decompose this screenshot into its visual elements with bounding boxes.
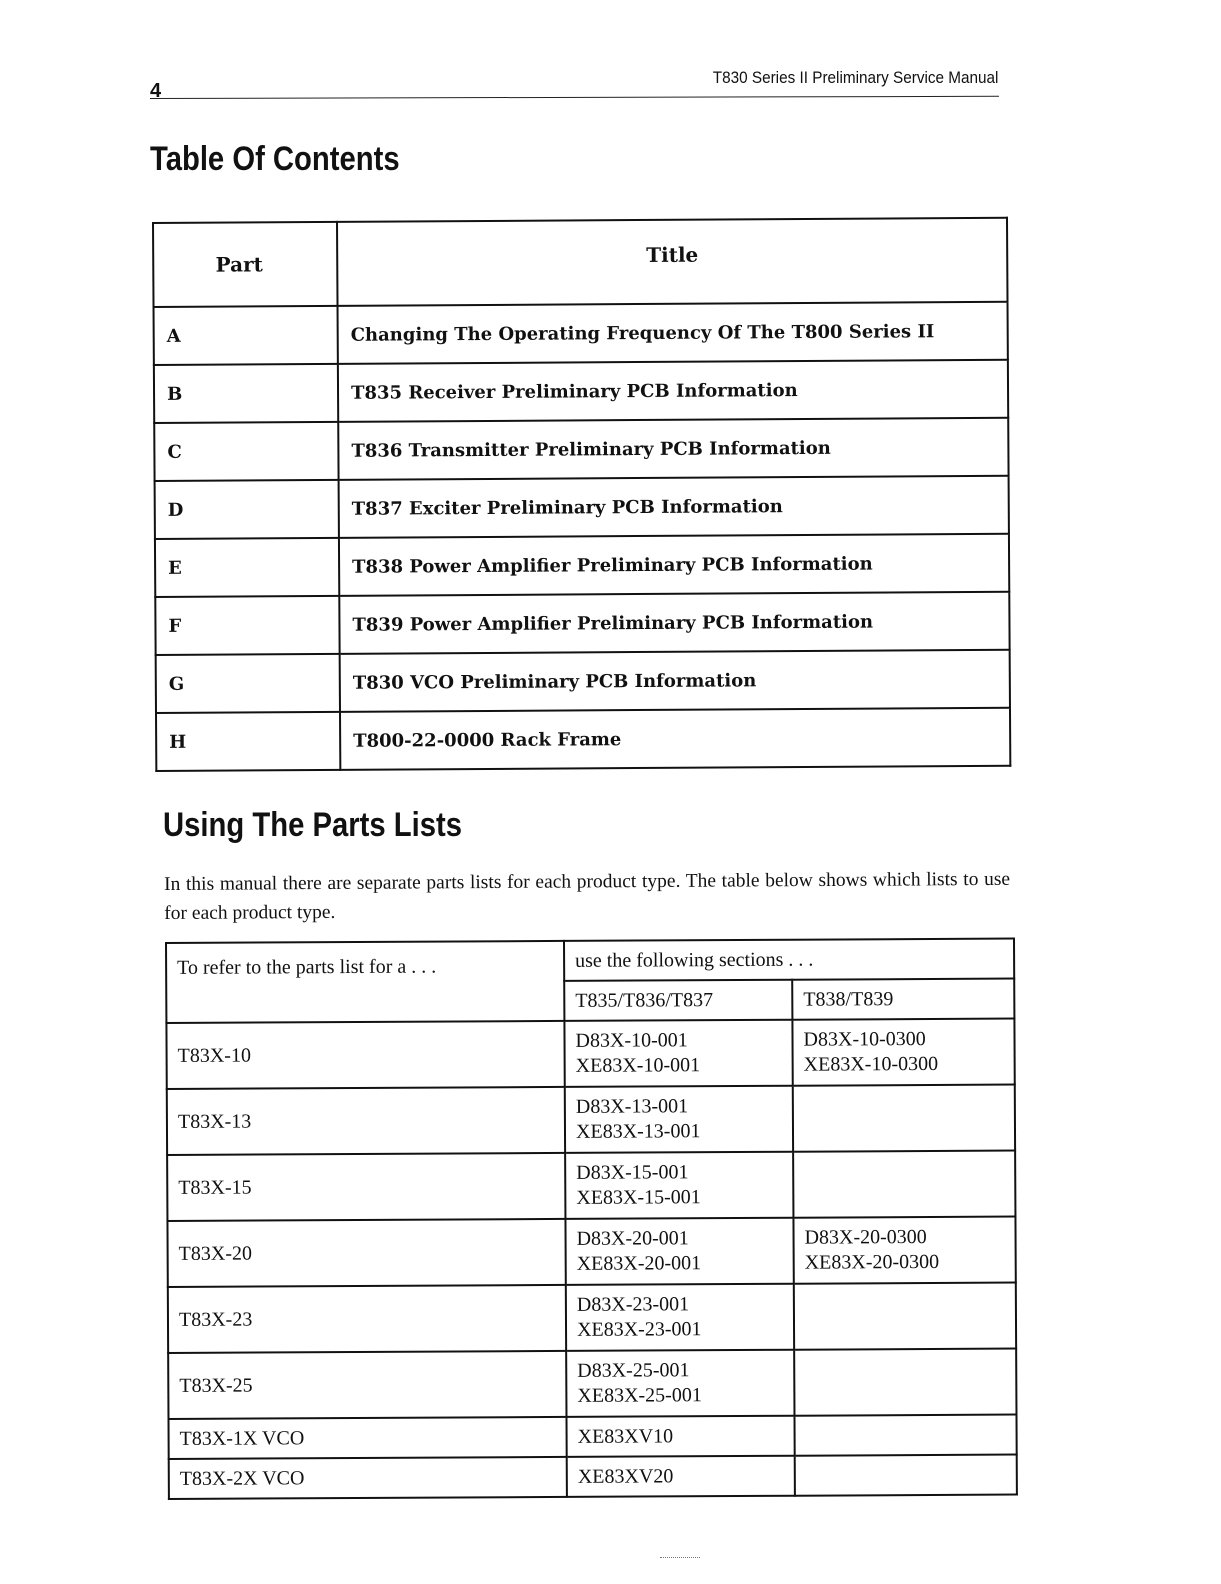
toc-row — [155, 592, 1009, 655]
table-row — [168, 1415, 1016, 1459]
section-b-cell — [794, 1283, 1016, 1350]
section-code — [804, 1184, 1004, 1185]
section-b-cell — [795, 1455, 1017, 1496]
section-a-cell — [566, 1350, 794, 1417]
section-code: D83X-15-001 — [576, 1161, 689, 1184]
section-code: XE83X-20-0300 — [804, 1250, 940, 1274]
section-a-cell — [565, 1086, 793, 1153]
section-a-cell — [565, 1152, 793, 1219]
toc-part: A — [154, 306, 338, 365]
product-type: T83X-13 — [167, 1087, 565, 1155]
toc-row — [156, 650, 1010, 713]
toc-title: T800-22-0000 Rack Frame — [340, 708, 1010, 770]
toc-part: G — [156, 654, 340, 713]
table-row — [167, 1151, 1015, 1221]
section-a-cell: XE83XV20 — [567, 1456, 795, 1497]
toc-row — [155, 534, 1009, 597]
product-type: T83X-25 — [168, 1351, 566, 1419]
section-code: D83X-10-001 — [575, 1029, 688, 1052]
parts-lists-heading: Using The Parts Lists — [163, 806, 462, 844]
toc-row — [154, 360, 1008, 423]
toc-part: F — [155, 596, 339, 655]
product-type: T83X-1X VCO — [168, 1417, 566, 1459]
toc-row — [154, 418, 1008, 481]
toc-row — [155, 476, 1009, 539]
section-code — [805, 1382, 1005, 1383]
running-header-title: T830 Series II Preliminary Service Manual — [712, 68, 998, 87]
toc-part: E — [155, 538, 339, 597]
section-b-cell — [793, 1151, 1015, 1218]
section-code: XE83X-10-0300 — [803, 1052, 939, 1076]
section-b-cell — [794, 1415, 1016, 1456]
toc-title: T839 Power Amplifier Preliminary PCB Information — [339, 592, 1009, 654]
section-b-cell — [794, 1349, 1016, 1416]
section-code: D83X-10-0300 — [803, 1028, 926, 1051]
section-code — [805, 1382, 1005, 1383]
col-refer-header: To refer to the parts list for a . . . — [166, 941, 564, 1023]
toc-title: T837 Exciter Preliminary PCB Information — [339, 476, 1009, 538]
section-a-cell — [564, 1020, 792, 1087]
section-code: XE83X-13-001 — [575, 1120, 701, 1143]
table-row — [167, 1085, 1015, 1155]
section-code — [804, 1118, 1004, 1119]
section-code: D83X-20-001 — [576, 1227, 689, 1250]
section-code: XE83X-20-001 — [576, 1252, 702, 1275]
toc-part: H — [156, 712, 340, 771]
toc-title: T830 VCO Preliminary PCB Information — [340, 650, 1010, 712]
parts-intro-paragraph: In this manual there are separate parts lists for each product type. The table below shows which lists to use for each product type. — [164, 868, 1011, 924]
toc-part: B — [154, 364, 338, 423]
section-code: D83X-23-001 — [576, 1293, 690, 1316]
product-type: T83X-2X VCO — [169, 1457, 567, 1499]
section-code — [804, 1184, 1004, 1185]
section-b-cell — [792, 1019, 1014, 1086]
toc-header-row — [153, 218, 1007, 307]
toc-col-title: Title — [337, 218, 1008, 306]
toc-col-part: Part — [153, 222, 338, 307]
scan-artifact-mark — [660, 1557, 700, 1560]
toc-row — [154, 302, 1008, 365]
toc-title: Changing The Operating Frequency Of The T800 Series II — [338, 302, 1008, 364]
parts-lists-table — [165, 938, 1018, 1500]
section-code: D83X-20-0300 — [804, 1226, 927, 1249]
table-row — [168, 1349, 1016, 1419]
table-row — [166, 1019, 1014, 1089]
toc-heading: Table Of Contents — [150, 140, 400, 178]
page-number: 4 — [150, 80, 162, 102]
section-code: D83X-25-001 — [577, 1359, 690, 1382]
section-code: XE83X-15-001 — [576, 1186, 701, 1209]
header-rule — [150, 96, 999, 99]
section-code: XE83X-10-001 — [575, 1054, 701, 1077]
section-a-cell — [566, 1284, 794, 1351]
product-type: T83X-20 — [167, 1219, 565, 1287]
section-b-cell — [793, 1217, 1015, 1284]
section-code — [805, 1316, 1005, 1317]
section-code — [804, 1118, 1004, 1119]
section-code — [805, 1316, 1005, 1317]
toc-row — [156, 708, 1010, 771]
table-row — [168, 1283, 1016, 1353]
subcol-t835-t836-t837: T835/T836/T837 — [564, 980, 792, 1021]
section-b-cell — [793, 1085, 1015, 1152]
section-code: XE83X-25-001 — [577, 1384, 702, 1407]
col-use-header: use the following sections . . . — [564, 939, 1014, 981]
product-type: T83X-10 — [166, 1021, 564, 1089]
section-code: D83X-13-001 — [575, 1095, 689, 1118]
toc-title: T836 Transmitter Preliminary PCB Information — [338, 418, 1008, 480]
subcol-t838-t839: T838/T839 — [792, 979, 1014, 1020]
section-a-cell: XE83XV10 — [566, 1416, 794, 1457]
toc-part: D — [155, 480, 339, 539]
toc-title: T835 Receiver Preliminary PCB Information — [338, 360, 1008, 422]
toc-table — [152, 217, 1011, 772]
section-a-cell — [565, 1218, 793, 1285]
product-type: T83X-23 — [168, 1285, 566, 1353]
parts-header-row — [166, 939, 1014, 983]
toc-part: C — [154, 422, 338, 481]
product-type: T83X-15 — [167, 1153, 565, 1221]
section-code: XE83X-23-001 — [576, 1318, 702, 1341]
table-row — [169, 1455, 1017, 1499]
table-row — [167, 1217, 1015, 1287]
toc-title: T838 Power Amplifier Preliminary PCB Information — [339, 534, 1009, 596]
